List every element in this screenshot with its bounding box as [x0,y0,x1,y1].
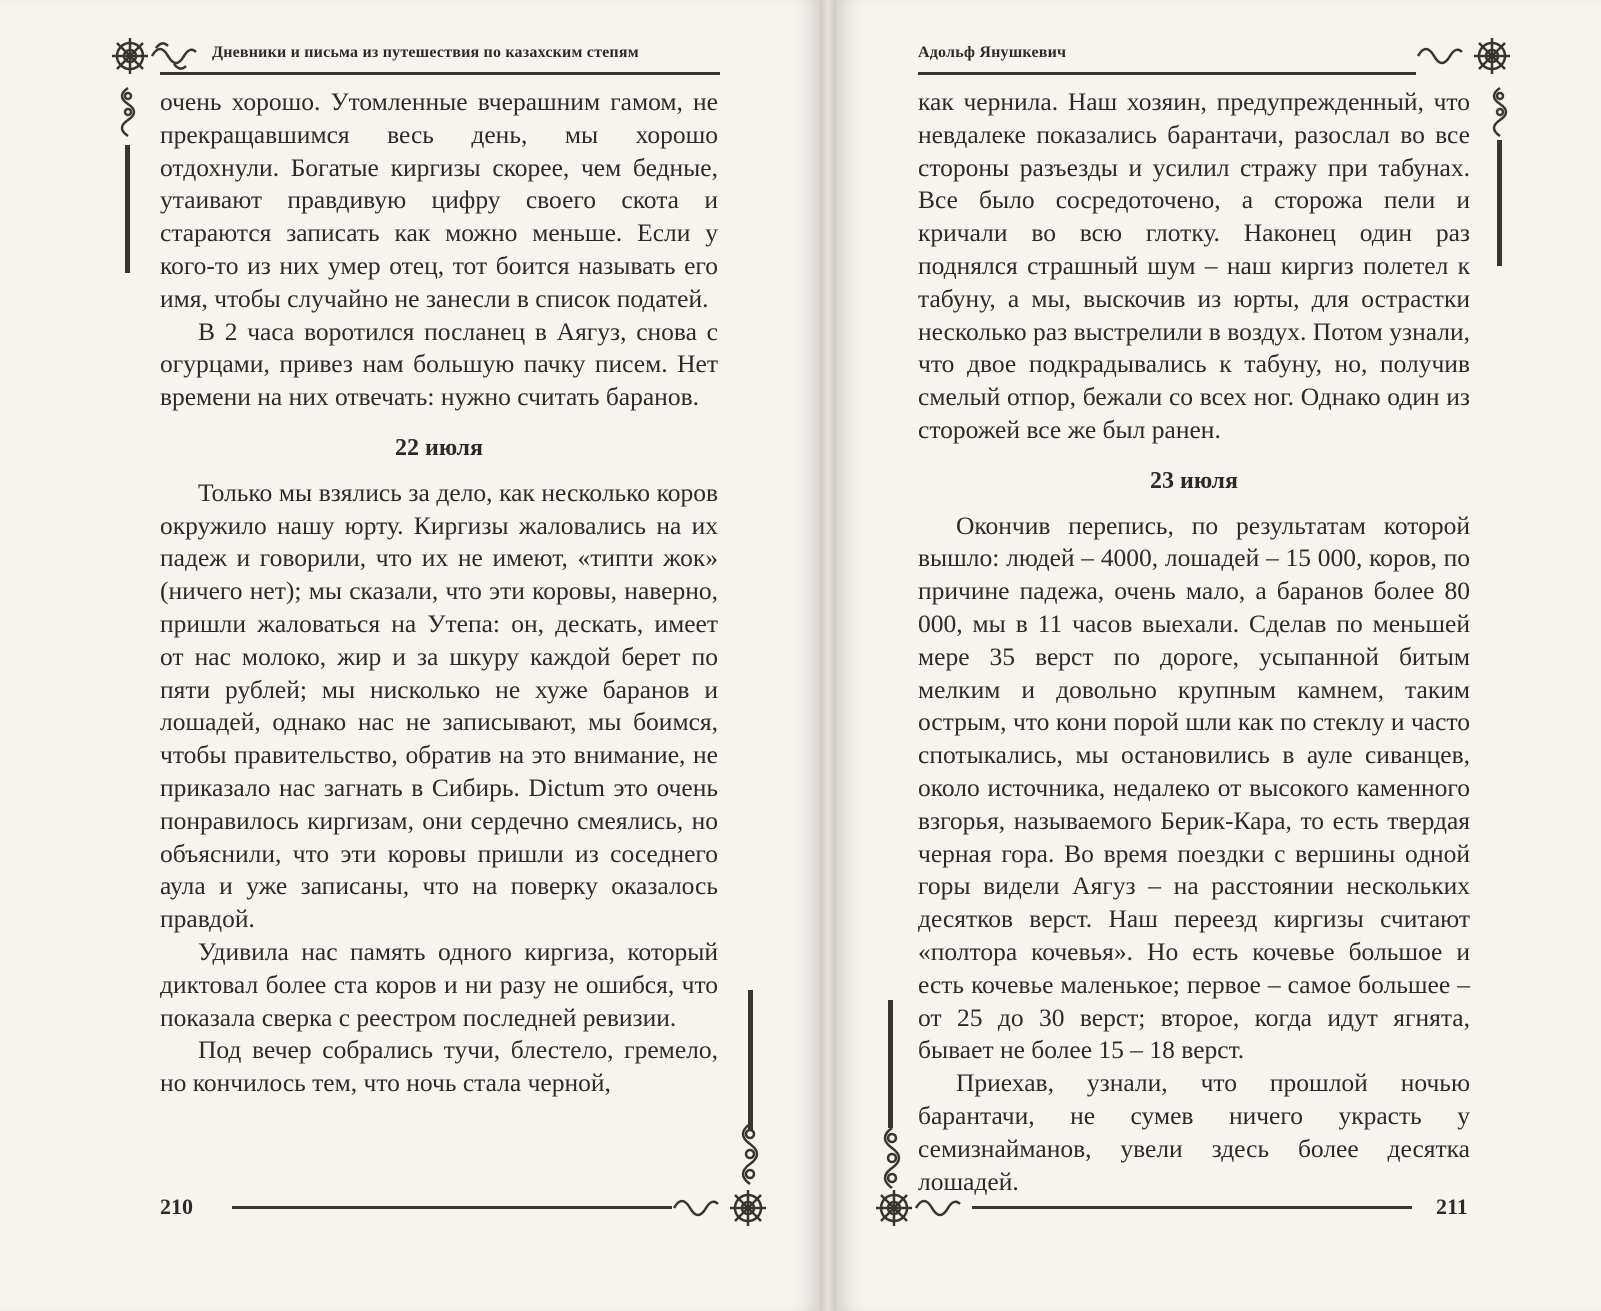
footer-ornament-left [672,1186,772,1230]
side-ornament-left-top [112,86,144,140]
paragraph: Только мы взялись за дело, как несколько коров окружило нашу юрту. Киргизы жаловались на их падеж и говорили, что их не имеют, «типти жок» (ничего нет); мы сказали, что эти коровы, наверно, пришли жаловаться на Утепа: он, дескать, имеет от нас молоко, жир и за шкуру каждой берет по пяти рублей; мы нисколько не хуже баранов и лошадей, однако нас не записывают, мы боимся, чтобы правительство, обратив на это внимание, не приказало нас загнать в Сибирь. Dictum это очень понравилось киргизам, они сердечно смеялись, но объяснили, что эти коровы пришли из соседнего аула и уже записаны, что на поверку оказалось правдой. [160,477,718,934]
side-bar-left-bottom [748,990,753,1130]
date-heading: 22 июля [394,434,484,461]
header-rule [160,72,720,75]
ornament-scroll-icon [1484,86,1516,140]
side-bar-right-top [1497,140,1502,266]
paragraph: Удивила нас память одного киргиза, который диктовал более ста коров и ни разу не ошибся, что показала сверка с реестром последней ревизии. [160,936,718,1032]
footer-ornament-right [872,1186,972,1230]
paragraph: Под вечер собрались тучи, блестело, гремело, но кончилось тем, что ночь стала черной, [160,1035,718,1098]
ornament-rosette-icon [872,1186,972,1230]
body-text [918,86,1470,1198]
page-number: 211 [1436,1194,1468,1219]
paragraph: Приехав, узнали, что прошлой ночью барантачи, не сумев ничего украсть у семизнайманов, увели здесь более десятка лошадей. [918,1068,1470,1196]
running-head: Адольф Янушкевич [918,44,1067,61]
header-rule [918,72,1416,75]
ornament-scroll-icon [868,1124,916,1194]
paragraph: В 2 часа воротился посланец в Аягуз, снова с огурцами, привез нам большую пачку писем. Нет времени на них отвечать: нужно считать баранов. [160,316,718,412]
paragraph: как чернила. Наш хозяин, предупрежденный, что невдалеке показались барантачи, разослал во все стороны разъезды и усилил стражу при табунах. Все было сосредоточено, а сторожа пели и кричали во всю глотку. Наконец один раз поднялся страшный шум – наш киргиз полетел к табуну, а мы, выскочив из юрты, для острастки несколько раз выстрелили в воздух. Потом узнали, что двое подкрадывались к табуну, но, получив смелый отпор, бежали со всех ног. Однако один из сторожей все же был ранен. [918,87,1470,444]
ornament-rosette-icon [672,1186,772,1230]
right-page [836,0,1601,1311]
corner-ornament-right-bottom [868,1124,916,1194]
side-bar-right-bottom [888,1000,893,1128]
ornament-scroll-icon [726,1120,774,1190]
side-ornament-right-top [1484,86,1516,140]
running-head: Дневники и письма из путешествия по казахским степям [212,44,639,61]
page-number: 210 [160,1194,193,1219]
header-ornament-right [1416,34,1516,78]
corner-ornament-left-bottom [726,1120,774,1190]
paragraph: Окончив перепись, по результатам которой вышло: людей – 4000, лошадей – 15 000, коров, по причине падежа, очень мало, а баранов более 80 000, мы в 11 часов выехали. Сделав по меньшей мере 35 верст по дороге, усыпанной битым мелким и довольно крупным камнем, таким острым, что кони порой шли как по стеклу и часто спотыкались, мы остановились в ауле сиванцев, около источника, недалеко от высокого каменного взгорья, называемого Берик-Кара, то есть твердая черная гора. Во время поездки с вершины одной горы видели Аягуз – на расстоянии нескольких десятков верст. Наш переезд киргизы считают «полтора кочевья». Но есть кочевье большое и есть кочевье маленькое; первое – самое большее – от 25 до 30 верст; второе, когда идут ягнята, бывает не более 15 – 18 верст. [918,510,1470,1065]
body-text [160,86,718,1100]
date-heading: 23 июля [1149,467,1239,494]
side-bar-left-top [125,145,130,273]
paragraph: очень хорошо. Утомленные вчерашним гамом, не прекращавшимся весь день, мы хорошо отдохнули. Богатые киргизы скорее, чем бедные, утаивают правдивую цифру своего скота и стараются записать как можно меньше. Если у кого-то из них умер отец, тот боится называть его имя, чтобы случайно не занесли в список податей. [160,87,718,313]
ornament-rosette-icon [1416,34,1516,78]
footer-rule [232,1206,672,1209]
footer-rule [972,1206,1412,1209]
ornament-scroll-icon [112,86,144,140]
book-gutter [820,0,836,1311]
